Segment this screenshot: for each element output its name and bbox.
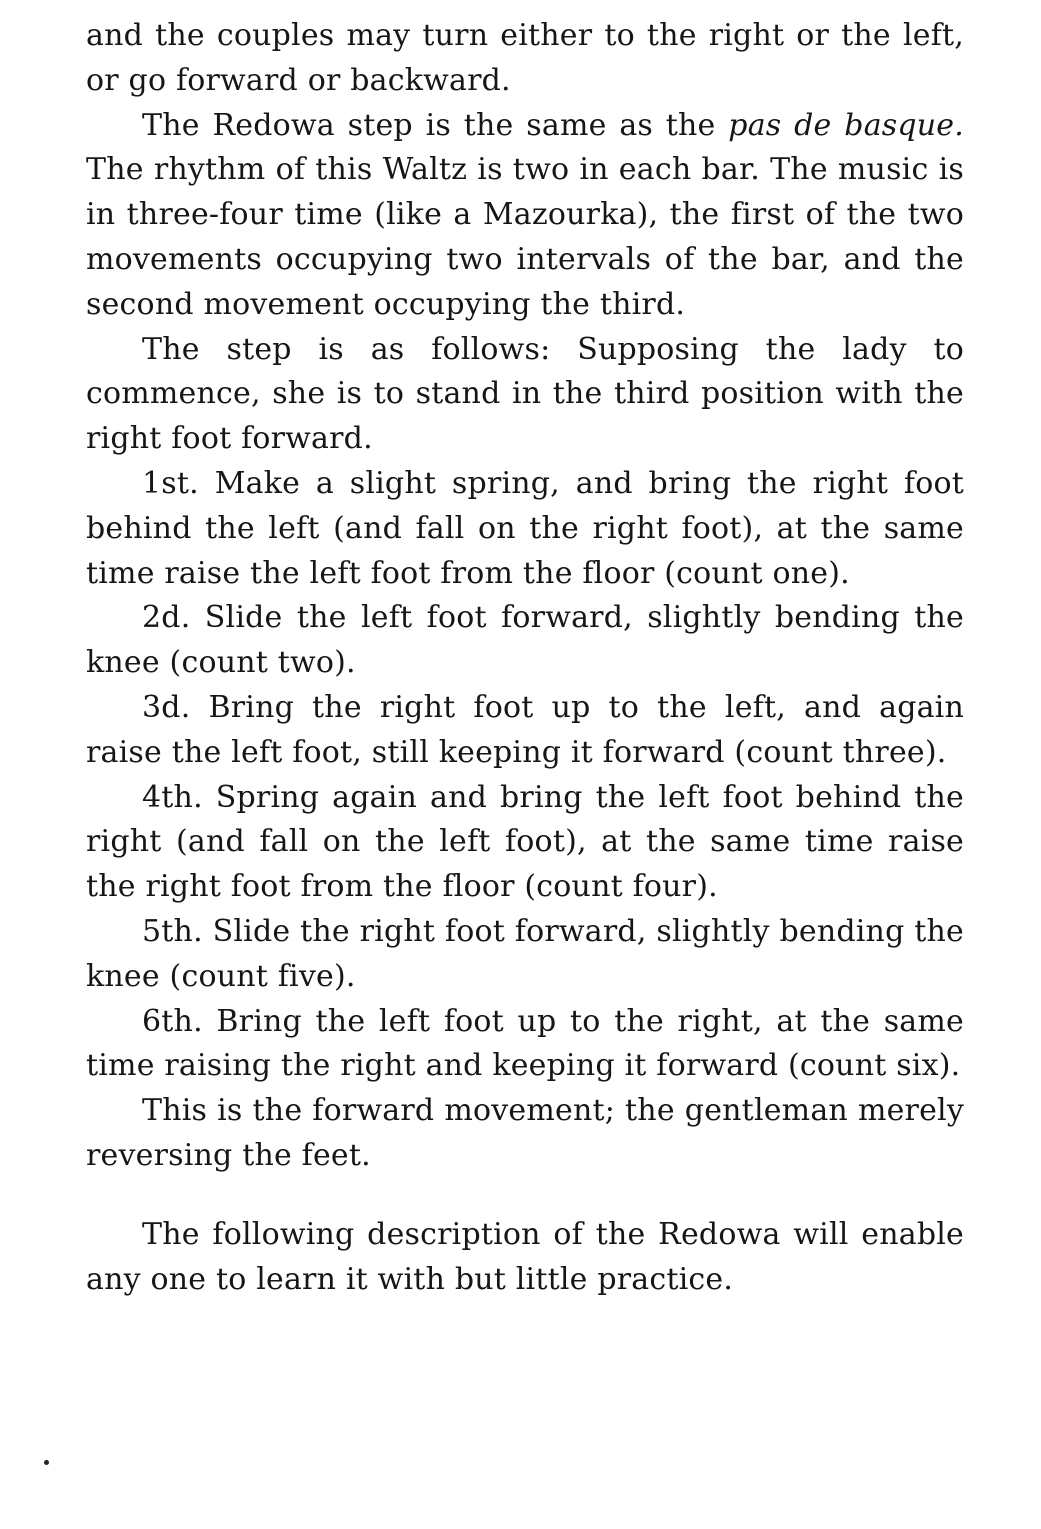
- paragraph-text-before-italic: The Redowa step is the same as the: [142, 107, 729, 143]
- document-page: [86, 14, 964, 1302]
- paragraph-step-3d: 3d. Bring the right foot up to the left, and again raise the left foot, still keeping it forward (count three).: [86, 689, 964, 770]
- paragraph-following-description: The following description of the Redowa will enable any one to learn it with but little practice.: [86, 1216, 964, 1297]
- paragraph-forward-movement: This is the forward movement; the gentleman merely reversing the feet.: [86, 1093, 964, 1173]
- paragraph-redowa-step: [86, 104, 964, 328]
- paragraph-step-intro: The step is as follows: Supposing the lady to commence, she is to stand in the third position with the right foot forward.: [86, 331, 964, 457]
- paragraph-step-5th: 5th. Slide the right foot forward, slightly bending the knee (count five).: [86, 913, 964, 994]
- paragraph-step-4th: 4th. Spring again and bring the left foot behind the right (and fall on the left foot), at the same time raise the right foot from the floor (count four).: [86, 779, 964, 905]
- italic-term: pas de basque.: [728, 107, 964, 143]
- ink-speck: [44, 1460, 49, 1465]
- paragraph-step-1st: 1st. Make a slight spring, and bring the right foot behind the left (and fall on the right foot), at the same time raise the left foot from the floor (count one).: [86, 465, 964, 591]
- paragraph-step-2d: 2d. Slide the left foot forward, slightly bending the knee (count two).: [86, 600, 964, 681]
- paragraph-continuation: and the couples may turn either to the right or the left, or go forward or backward.: [86, 18, 964, 98]
- paragraph-step-6th: 6th. Bring the left foot up to the right, at the same time raising the right and keeping it forward (count six).: [86, 1003, 964, 1084]
- paragraph-text-after-italic: The rhythm of this Waltz is two in each bar. The music is in three-four time (like a Mazourka), the first of the two movements occupying two intervals of the bar, and the second movement occupying the third.: [86, 152, 964, 322]
